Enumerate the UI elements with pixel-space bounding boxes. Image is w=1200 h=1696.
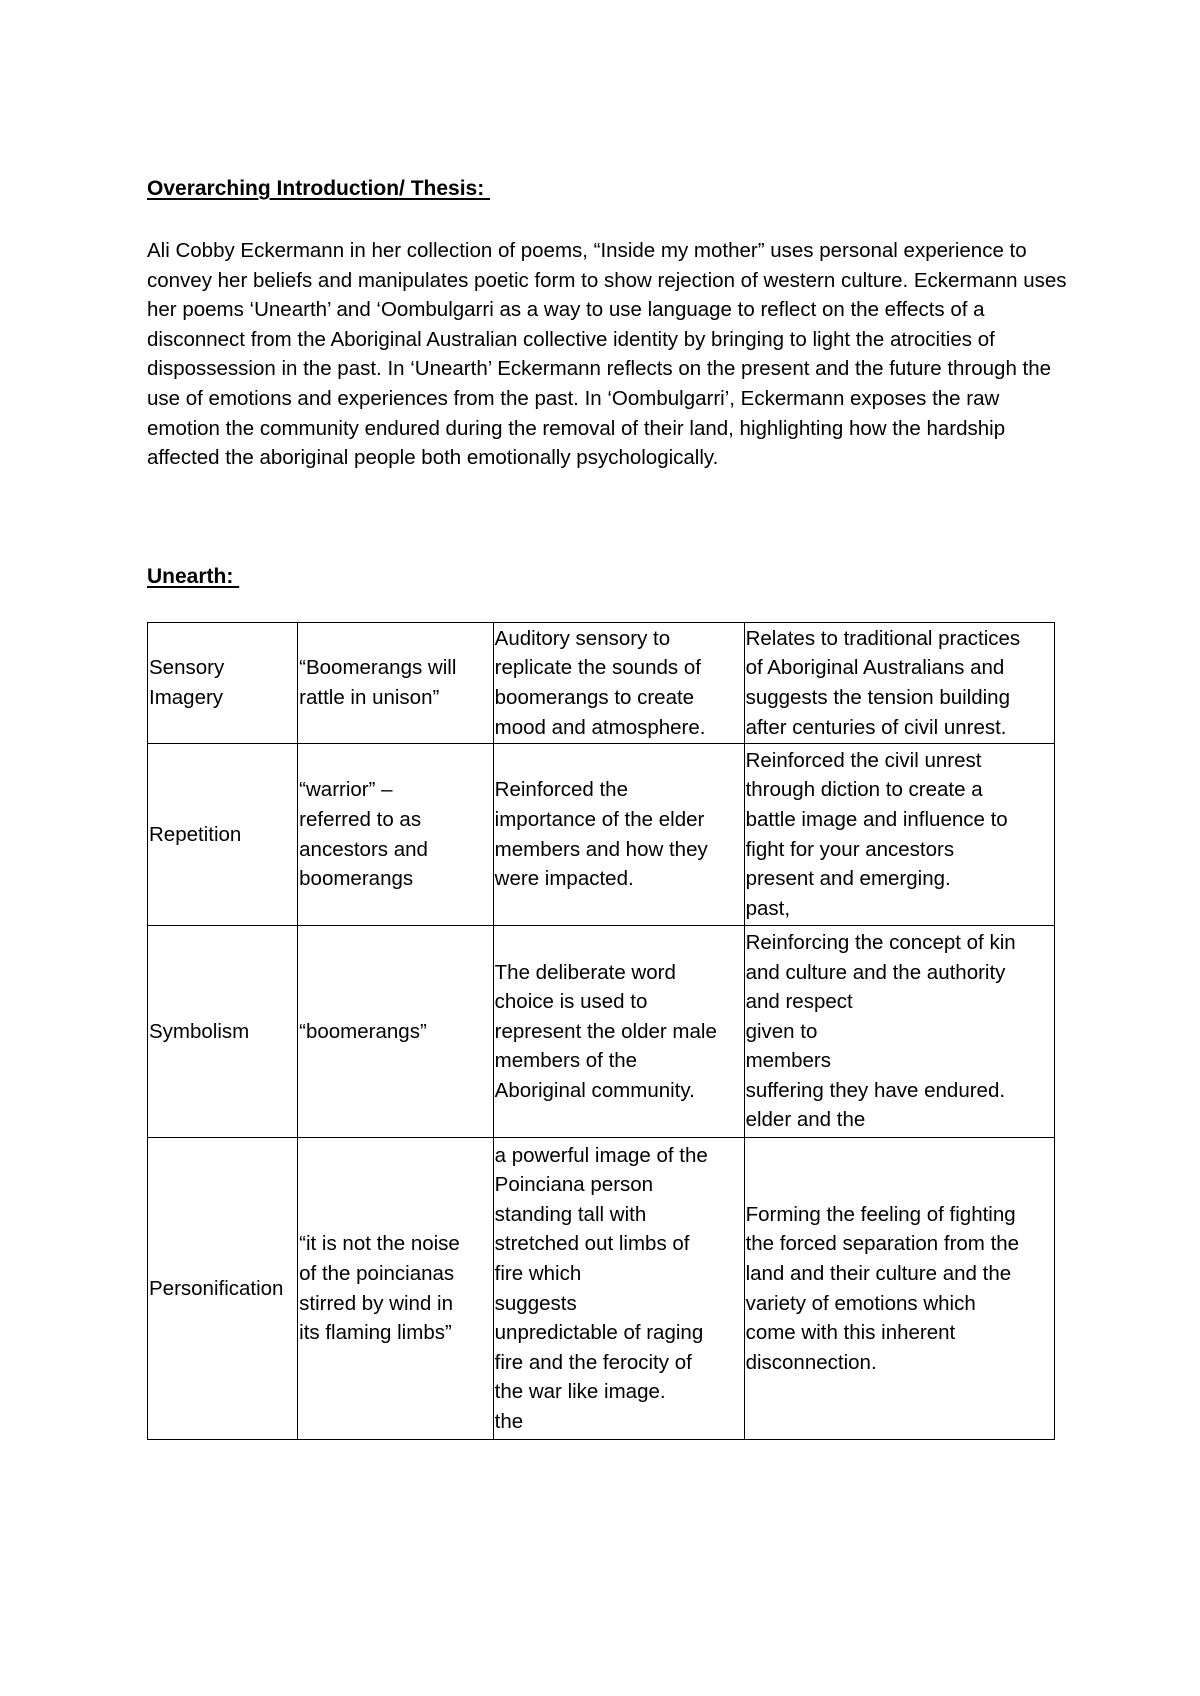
technique-cell [493,744,744,926]
unearth-heading: Unearth: [147,565,240,588]
cell-line: members of the [494,1049,638,1073]
cell-line: land and their culture and the [745,1261,1012,1285]
cell-line: boomerangs to create [494,686,695,709]
cell-line: fight for your ancestors [745,837,955,861]
cell-line: ancestors and [299,837,428,861]
quote-cell [298,1138,494,1440]
cell-line: suggests the tension building [745,686,1010,709]
cell-line: referred to as [299,807,422,831]
cell-line: past, [745,896,791,920]
cell-line: unpredictable of raging [494,1321,704,1345]
effect-cell [744,1138,1054,1440]
table-row [148,623,1055,744]
cell-line: “it is not the noise [299,1232,460,1256]
cell-line: Aboriginal community. [494,1078,695,1102]
cell-line: standing tall with [494,1202,647,1226]
cell-line: “boomerangs” [299,1019,427,1043]
cell-line: its flaming limbs” [299,1321,452,1345]
cell-line: Imagery [149,686,224,709]
quote-cell [298,623,494,744]
cell-line: through diction to create a [745,778,983,802]
cell-line: after centuries of civil unrest. [745,715,1007,739]
cell-line: members and how they [494,837,708,861]
cell-line: fire which [494,1261,582,1285]
cell-line: given to [745,1019,818,1043]
cell-line: The deliberate word [494,960,676,984]
cell-line: mood and atmosphere. [494,715,706,739]
device-cell [148,744,298,926]
effect-cell [744,744,1054,926]
effect-cell [744,926,1054,1138]
cell-line: and respect [745,990,853,1014]
table-row [148,926,1055,1138]
device-cell [148,926,298,1138]
cell-line: stretched out limbs of [494,1232,690,1256]
cell-line: represent the older male [494,1019,717,1043]
quote-cell [298,926,494,1138]
cell-line: elder and the [745,1108,866,1132]
analysis-table [147,622,1055,1440]
cell-line: the war like image. [494,1380,666,1404]
cell-line: the forced separation from the [745,1232,1020,1256]
cell-line: Reinforcing the concept of kin [745,930,1016,954]
cell-line: Relates to traditional practices [745,626,1021,650]
intro-heading: Overarching Introduction/ Thesis: [147,177,491,200]
cell-line: Personification [149,1276,284,1300]
cell-line: suggests [494,1291,577,1315]
cell-line: Sensory [149,656,225,680]
cell-line: of the poincianas [299,1261,455,1285]
cell-line: Auditory sensory to [494,626,671,650]
cell-line: variety of emotions which [745,1291,976,1315]
cell-line: fire and the ferocity of [494,1350,692,1374]
cell-line: Reinforced the civil unrest [745,748,982,772]
cell-line: Forming the feeling of fighting [745,1202,1016,1226]
effect-cell [744,623,1054,744]
cell-line: suffering they have endured. [745,1078,1006,1102]
cell-line: members [745,1049,832,1073]
technique-cell [493,1138,744,1440]
cell-line: battle image and influence to [745,807,1008,831]
cell-line: replicate the sounds of [494,656,701,680]
cell-line: Reinforced the [494,778,628,802]
cell-line: boomerangs [299,867,414,891]
cell-line: stirred by wind in [299,1291,453,1315]
cell-line: were impacted. [494,867,634,891]
technique-cell [493,926,744,1138]
cell-line: present and emerging. [745,867,951,891]
cell-line: disconnection. [745,1350,877,1374]
cell-line: the [494,1409,524,1433]
cell-line: importance of the elder [494,807,705,831]
cell-line: “Boomerangs will [299,656,457,680]
cell-line: “warrior” – [299,778,393,802]
cell-line: Poinciana person [494,1173,654,1197]
technique-cell [493,623,744,744]
table-row [148,744,1055,926]
table-row [148,1138,1055,1440]
device-cell [148,1138,298,1440]
quote-cell [298,744,494,926]
intro-paragraph: Ali Cobby Eckermann in her collection of poems, “Inside my mother” uses personal experience to convey her beliefs and manipulates poetic form to show rejection of western culture. Eckermann uses her poems ‘Unearth’ and ‘Oombulgarri as a way to use language to reflect on the effects of a disconnect from the Aboriginal Australian collective identity by bringing to light the atrocities of dispossession in the past. In ‘Unearth’ Eckermann reflects on the present and the future through the use of emotions and experiences from the past. In ‘Oombulgarri’, Eckermann exposes the raw emotion the community endured during the removal of their land, highlighting how the hardship affected the aboriginal people both emotionally psychologically. [147,239,1067,470]
cell-line: Symbolism [149,1019,250,1043]
cell-line: choice is used to [494,990,648,1014]
cell-line: and culture and the authority [745,960,1006,984]
cell-line: Repetition [149,822,242,846]
cell-line: come with this inherent [745,1321,956,1345]
cell-line: a powerful image of the [494,1143,708,1167]
device-cell [148,623,298,744]
cell-line: rattle in unison” [299,686,440,709]
cell-line: of Aboriginal Australians and [745,656,1005,680]
